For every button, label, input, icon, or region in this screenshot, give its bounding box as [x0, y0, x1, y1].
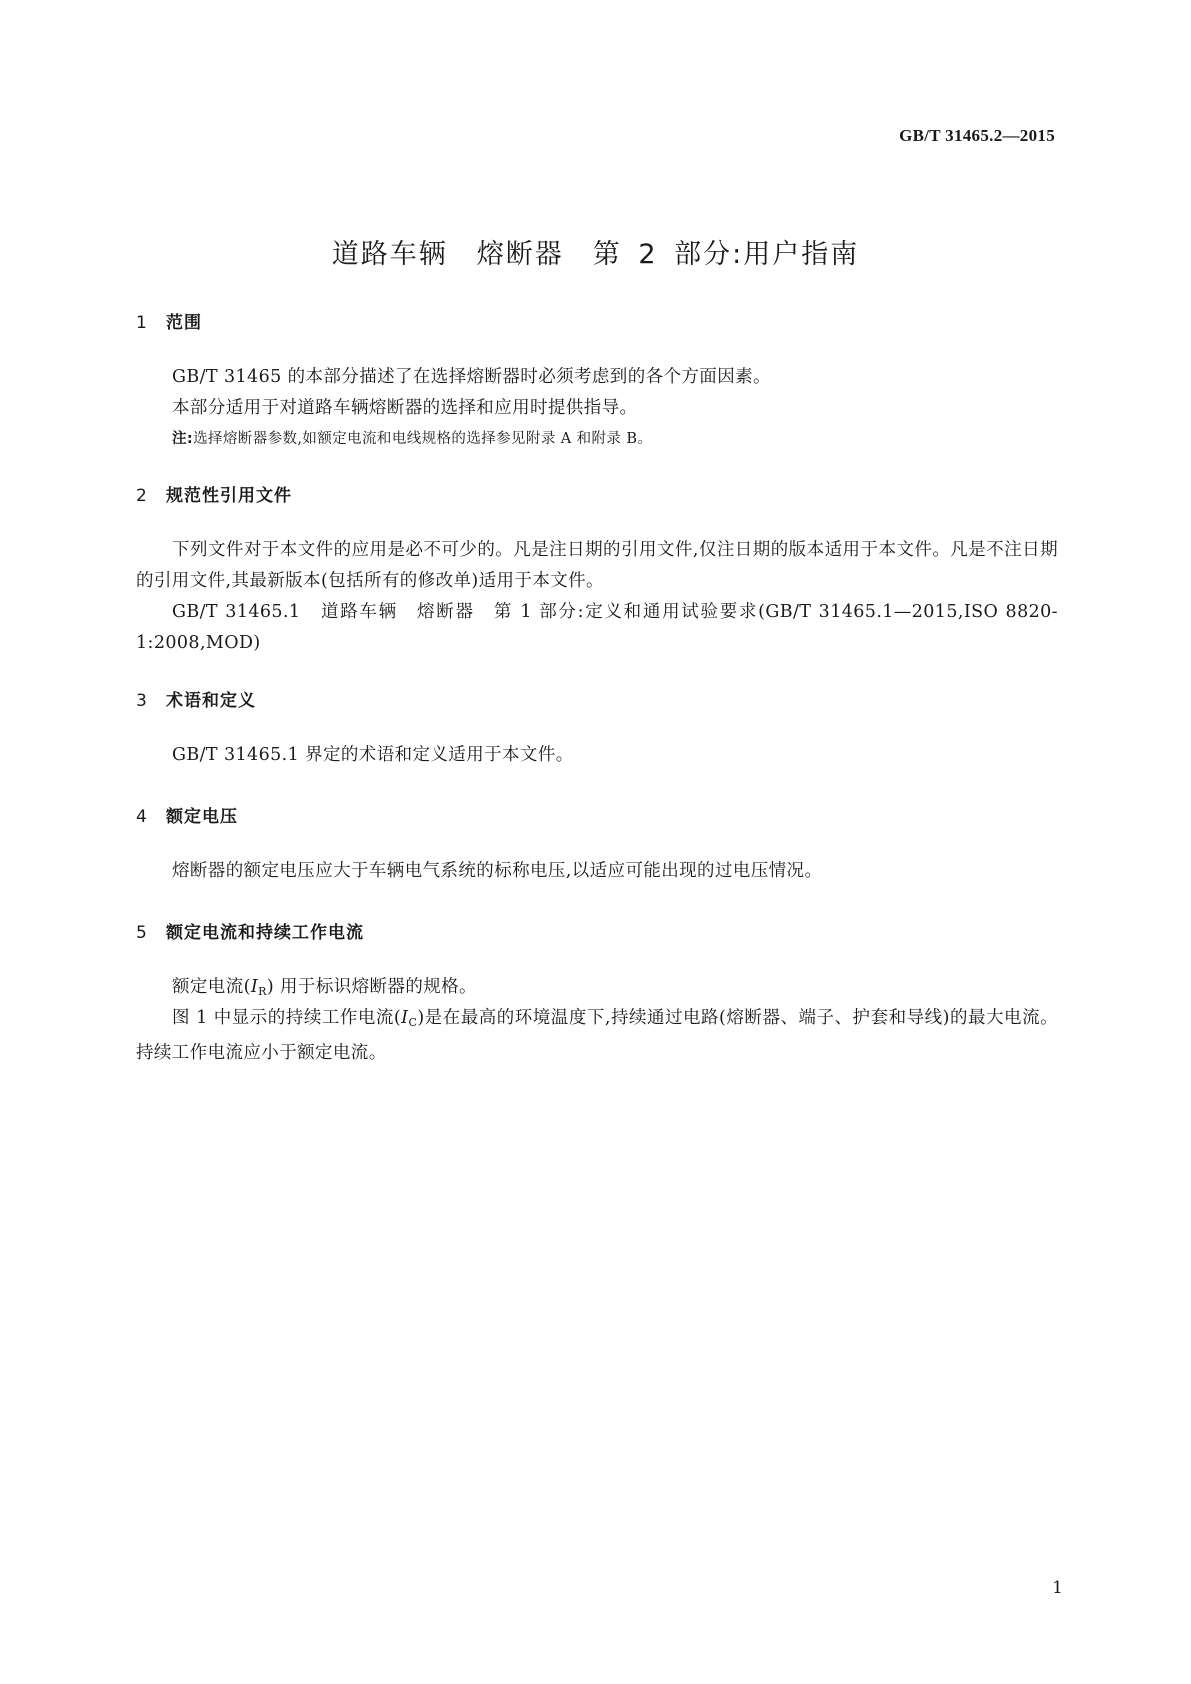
section-number: 1 — [136, 313, 148, 333]
current-symbol: I — [250, 977, 259, 997]
page-number: 1 — [1052, 1578, 1063, 1598]
section-number: 4 — [136, 807, 148, 827]
section-1-paragraph-2: 本部分适用于对道路车辆熔断器的选择和应用时提供指导。 — [172, 398, 638, 418]
section-2-heading — [136, 481, 292, 506]
section-title: 术语和定义 — [166, 691, 256, 711]
section-3-heading — [136, 686, 256, 711]
section-2-reference: GB/T 31465.1 道路车辆 熔断器 第 1 部分:定义和通用试验要求(GB/T 31465.1—2015,ISO 8820-1:2008,MOD) — [136, 602, 1058, 653]
section-3-paragraph-1: GB/T 31465.1 界定的术语和定义适用于本文件。 — [172, 745, 574, 765]
section-1-paragraph-1: GB/T 31465 的本部分描述了在选择熔断器时必须考虑到的各个方面因素。 — [172, 367, 771, 387]
note-label: 注: — [172, 431, 194, 447]
section-title: 额定电压 — [166, 807, 238, 827]
note-text: 选择熔断器参数,如额定电流和电线规格的选择参见附录 A 和附录 B。 — [193, 431, 653, 447]
standard-number: GB/T 31465.2—2015 — [899, 126, 1055, 145]
section-2-paragraph-1: 下列文件对于本文件的应用是必不可少的。凡是注日期的引用文件,仅注日期的版本适用于本文件。凡是不注日期的引用文件,其最新版本(包括所有的修改单)适用于本文件。 — [136, 540, 1058, 591]
section-1-note — [172, 427, 652, 448]
section-5-paragraph-2 — [136, 1003, 1058, 1069]
section-5-heading — [136, 918, 364, 943]
section-4-paragraph-1: 熔断器的额定电压应大于车辆电气系统的标称电压,以适应可能出现的过电压情况。 — [172, 861, 823, 881]
text: 图 1 中显示的持续工作电流( — [172, 1008, 402, 1028]
section-number: 3 — [136, 691, 148, 711]
current-symbol: I — [401, 1008, 409, 1028]
section-title: 额定电流和持续工作电流 — [166, 923, 364, 943]
text: ) 用于标识熔断器的规格。 — [266, 977, 477, 997]
text: 额定电流( — [172, 977, 251, 997]
current-subscript: R — [258, 985, 267, 998]
section-title: 规范性引用文件 — [166, 486, 292, 506]
section-number: 2 — [136, 486, 148, 506]
document-title: 道路车辆 熔断器 第 2 部分:用户指南 — [331, 239, 860, 270]
section-title: 范围 — [166, 313, 202, 333]
text: )是在最高的环境温度下,持续通过电路(熔断器、端子、护套和导线)的最大电流。持续工作电流应小于额定电流。 — [136, 1008, 1058, 1063]
current-subscript: C — [408, 1016, 418, 1029]
section-4-heading — [136, 802, 238, 827]
section-1-heading — [136, 308, 202, 333]
section-5-paragraph-1 — [136, 972, 1058, 1007]
section-number: 5 — [136, 923, 148, 943]
